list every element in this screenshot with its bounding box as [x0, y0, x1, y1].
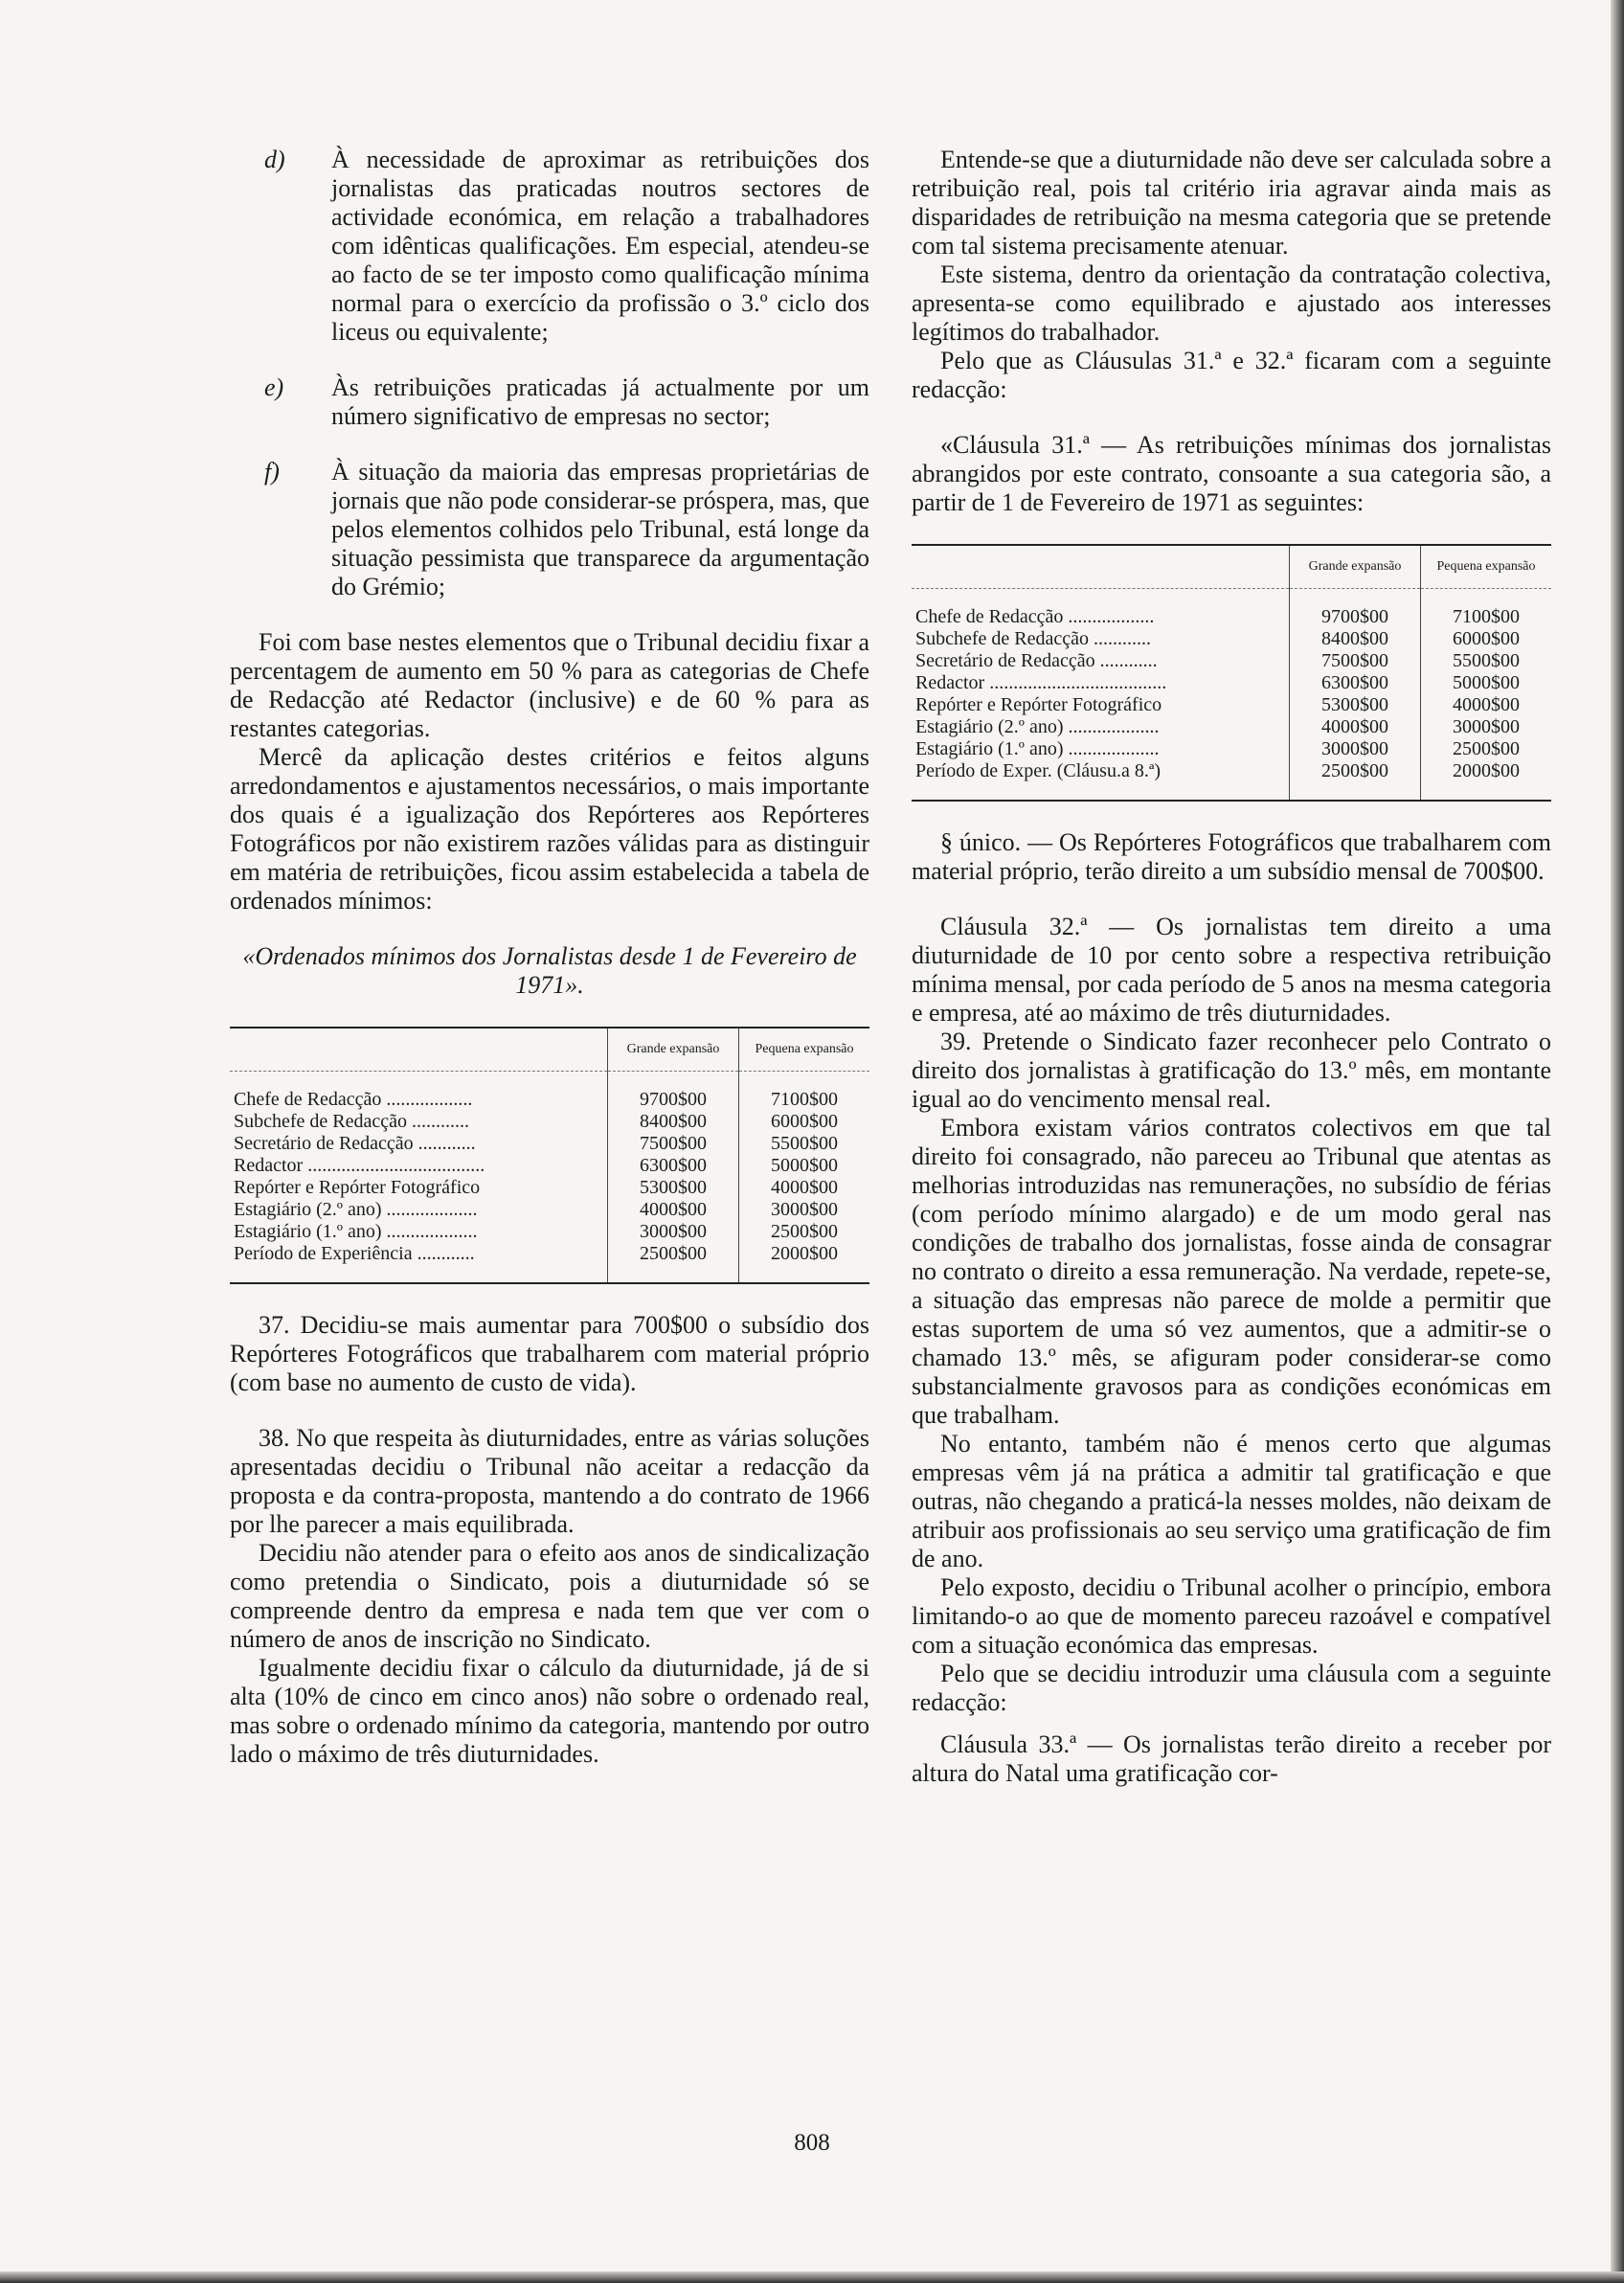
item-text: À necessidade de aproximar as retribuições dos jornalistas das praticadas noutros sectores de actividade económica, em relação a trabalhadores com idênticas qualificações. Em especial, atendeu-se ao facto de se ter imposto como qualificação mínima normal para o exercício da profissão o 3.º ciclo dos liceus ou equivalente; — [331, 146, 869, 346]
table-row: Secretário de Redacção ............ 7500$00 5500$00 — [230, 1133, 869, 1155]
scan-edge-shadow — [0, 2272, 1624, 2283]
table-row: Estagiário (1.º ano) ................... 3000$00 2500$00 — [912, 738, 1551, 760]
item-text: À situação da maioria das empresas proprietárias de jornais que não pode considerar-se próspera, mas, que pelos elementos colhidos pelo Tribunal, está longe da situação pessimista que transparece da argumentação do Grémio; — [331, 458, 869, 600]
paragraph: Este sistema, dentro da orientação da contratação colectiva, apresenta-se como equilibrado e ajustado aos interesses legítimos do trabalhador. — [912, 260, 1551, 346]
salary-table-clause-31 — [912, 544, 1551, 802]
table-row: Redactor ..................................... 6300$00 5000$00 — [230, 1155, 869, 1177]
paragraph: Pelo que se decidiu introduzir uma cláusula com a seguinte redacção: — [912, 1660, 1551, 1716]
table-header-blank — [912, 545, 1290, 589]
item-label: f) — [264, 458, 280, 486]
table-row: Estagiário (2.º ano) ................... 4000$00 3000$00 — [230, 1199, 869, 1221]
scan-edge-shadow — [1611, 0, 1624, 2283]
table-row: Estagiário (2.º ano) ................... 4000$00 3000$00 — [912, 716, 1551, 738]
paragraph-38: 38. No que respeita às diuturnidades, entre as várias soluções apresentadas decidiu o Tribunal não aceitar a redacção da proposta e da contra-proposta, mantendo a do contrato de 1966 por lhe parecer a mais equilibrada. — [230, 1424, 869, 1538]
table-header-grande: Grande expansão — [1290, 545, 1421, 589]
table-header-pequena: Pequena expansão — [1421, 545, 1552, 589]
paragraph: Embora existam vários contratos colectivos em que tal direito foi consagrado, não pareceu ao Tribunal que atentas as melhorias introduzidas nas remunerações, no subsídio de férias (com período mínimo alargado) e de um modo geral nas condições de trabalho dos jornalistas, fosse ainda de consagrar no contrato o direito a essa remuneração. Na verdade, repete-se, a situação das empresas não parece de molde a permitir que estas suportem de uma só vez aumentos, que a admitir-se o chamado 13.º mês, se afiguram poder considerar-se como substancialmente gravosos para as condições económicas em que trabalham. — [912, 1114, 1551, 1429]
list-item-e — [264, 373, 869, 431]
table-row: Redactor ..................................... 6300$00 5000$00 — [912, 672, 1551, 694]
table-row: Repórter e Repórter Fotográfico 5300$00 4000$00 — [912, 694, 1551, 716]
paragraph: Entende-se que a diuturnidade não deve ser calculada sobre a retribuição real, pois tal critério iria agravar ainda mais as disparidades de retribuição na mesma categoria que se pretende com tal sistema precisamente atenuar. — [912, 146, 1551, 260]
paragraph: Mercê da aplicação destes critérios e feitos alguns arredondamentos e ajustamentos necessários, o mais importante dos quais é a igualização dos Repórteres aos Repórteres Fotográficos por não existirem razões válidas para as distinguir em matéria de retribuições, ficou assim estabelecida a tabela de ordenados mínimos: — [230, 743, 869, 915]
table-row: Chefe de Redacção .................. 9700$00 7100$00 — [230, 1089, 869, 1111]
clause-32: Cláusula 32.ª — Os jornalistas tem direito a uma diuturnidade de 10 por cento sobre a respectiva retribuição mínima mensal, por cada período de 5 anos na mesma categoria e empresa, até ao máximo de três diuturnidades. — [912, 913, 1551, 1027]
left-column — [230, 146, 869, 1769]
page-number: 808 — [794, 2130, 830, 2156]
paragraph: Foi com base nestes elementos que o Tribunal decidiu fixar a percentagem de aumento em 50 % para as categorias de Chefe de Redacção até Redactor (inclusive) e de 60 % para as restantes categorias. — [230, 628, 869, 742]
paragraph-37: 37. Decidiu-se mais aumentar para 700$00 o subsídio dos Repórteres Fotográficos que trabalharem com material próprio (com base no aumento de custo de vida). — [230, 1311, 869, 1396]
table-title: «Ordenados mínimos dos Jornalistas desde 1 de Fevereiro de 1971». — [242, 942, 857, 999]
item-label: e) — [264, 373, 284, 401]
paragraph-39: 39. Pretende o Sindicato fazer reconhecer pelo Contrato o direito dos jornalistas à gratificação do 13.º mês, em montante igual ao do vencimento mensal real. — [912, 1028, 1551, 1113]
paragraph-unico: § único. — Os Repórteres Fotográficos que trabalharem com material próprio, terão direito a um subsídio mensal de 700$00. — [912, 828, 1551, 885]
item-label: d) — [264, 146, 285, 173]
clause-33: Cláusula 33.ª — Os jornalistas terão direito a receber por altura do Natal uma gratificação cor- — [912, 1730, 1551, 1787]
table-header-grande: Grande expansão — [608, 1028, 739, 1072]
table-row: Chefe de Redacção .................. 9700$00 7100$00 — [912, 606, 1551, 628]
paragraph: Decidiu não atender para o efeito aos anos de sindicalização como pretendia o Sindicato, pois a diuturnidade só se compreende dentro da empresa e nada tem que ver com o número de anos de inscrição no Sindicato. — [230, 1539, 869, 1653]
table-row: Estagiário (1.º ano) ................... 3000$00 2500$00 — [230, 1221, 869, 1243]
salary-table — [230, 1027, 869, 1284]
table-row: Subchefe de Redacção ............ 8400$00 6000$00 — [230, 1111, 869, 1133]
table-row: Subchefe de Redacção ............ 8400$00 6000$00 — [912, 628, 1551, 650]
paragraph: No entanto, também não é menos certo que algumas empresas vêm já na prática a admitir tal gratificação e que outras, não chegando a praticá-la nesses moldes, não deixam de atribuir aos profissionais ao seu serviço uma gratificação de fim de ano. — [912, 1430, 1551, 1572]
item-text: Às retribuições praticadas já actualmente por um número significativo de empresas no sector; — [331, 373, 869, 430]
table-row: Período de Experiência ............ 2500$00 2000$00 — [230, 1243, 869, 1265]
table-header-blank — [230, 1028, 608, 1072]
list-item-f — [264, 458, 869, 601]
table-row: Repórter e Repórter Fotográfico 5300$00 4000$00 — [230, 1177, 869, 1199]
paragraph: Igualmente decidiu fixar o cálculo da diuturnidade, já de si alta (10% de cinco em cinco anos) não sobre o ordenado real, mas sobre o ordenado mínimo da categoria, mantendo por outro lado o máximo de três diuturnidades. — [230, 1654, 869, 1768]
paragraph: Pelo exposto, decidiu o Tribunal acolher o princípio, embora limitando-o ao que de momento pareceu razoável e compatível com a situação económica das empresas. — [912, 1573, 1551, 1659]
list-item-d — [264, 146, 869, 347]
right-column — [912, 146, 1551, 1788]
paragraph: Pelo que as Cláusulas 31.ª e 32.ª ficaram com a seguinte redacção: — [912, 347, 1551, 403]
table-row: Secretário de Redacção ............ 7500$00 5500$00 — [912, 650, 1551, 672]
table-row: Período de Exper. (Cláusu.a 8.ª) 2500$00 2000$00 — [912, 760, 1551, 782]
clause-31: «Cláusula 31.ª — As retribuições mínimas dos jornalistas abrangidos por este contrato, consoante a sua categoria são, a partir de 1 de Fevereiro de 1971 as seguintes: — [912, 431, 1551, 516]
table-header-pequena: Pequena expansão — [739, 1028, 870, 1072]
